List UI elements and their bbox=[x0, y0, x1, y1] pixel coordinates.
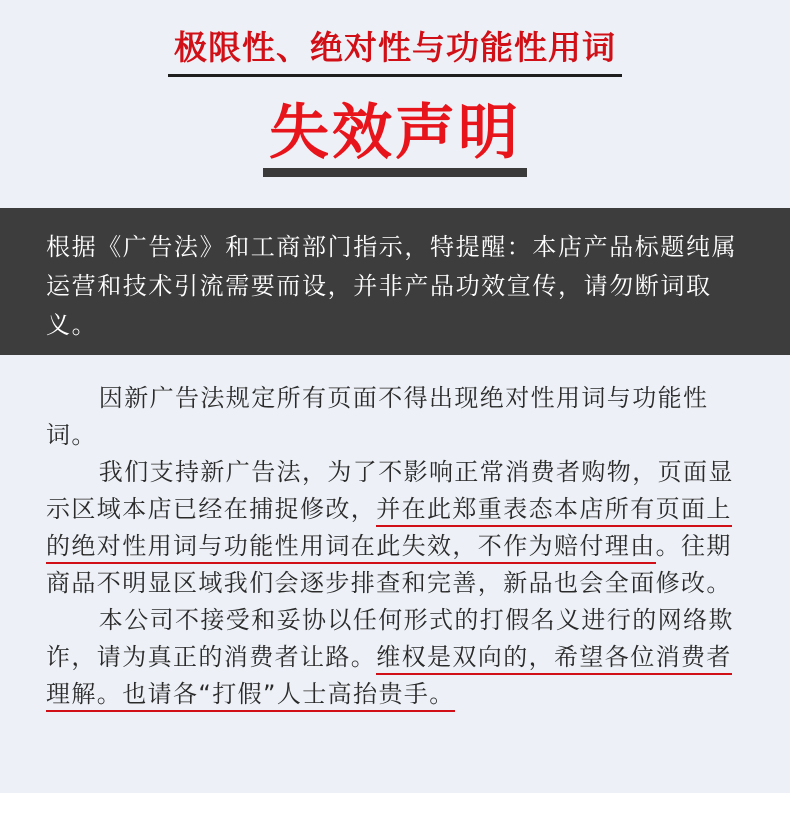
paragraph-3-underlined: 维权是双向的，希望各位消费者理解。也请各“打假”人士高抬贵手。 bbox=[46, 643, 732, 712]
headline-wrap bbox=[0, 98, 790, 177]
page-title: 失效声明 bbox=[263, 98, 527, 177]
paragraph-1-text: 因新广告法规定所有页面不得出现绝对性用词与功能性词。 bbox=[46, 384, 709, 449]
paragraph-3-text-a: 本公司不接受和妥协以任何形式的打假名义进行的网络欺诈，请为真正的消费者让路。 bbox=[46, 606, 734, 671]
paragraph-1 bbox=[46, 380, 748, 454]
paragraph-2 bbox=[46, 454, 748, 602]
notice-text: 根据《广告法》和工商部门指示，特提醒：本店产品标题纯属运营和技术引流需要而设，并非产品功效宣传，请勿断词取义。 bbox=[46, 233, 738, 339]
paragraph-2-text-a: 我们支持新广告法，为了不影响正常消费者购物，页面显示区域本店已经在捕捉修改， bbox=[46, 458, 734, 523]
paragraph-2-text-c: 。往期商品不明显区域我们会逐步排查和完善，新品也会全面修改。 bbox=[46, 532, 732, 597]
notice-banner bbox=[0, 208, 790, 355]
subtitle-wrap bbox=[0, 26, 790, 77]
subtitle: 极限性、绝对性与功能性用词 bbox=[168, 26, 622, 77]
statement-body bbox=[46, 380, 748, 713]
paragraph-2-underlined: 并在此郑重表态本店所有页面上的绝对性用词与功能性用词在此失效，不作为赔付理由 bbox=[46, 495, 732, 564]
paragraph-3 bbox=[46, 602, 748, 713]
